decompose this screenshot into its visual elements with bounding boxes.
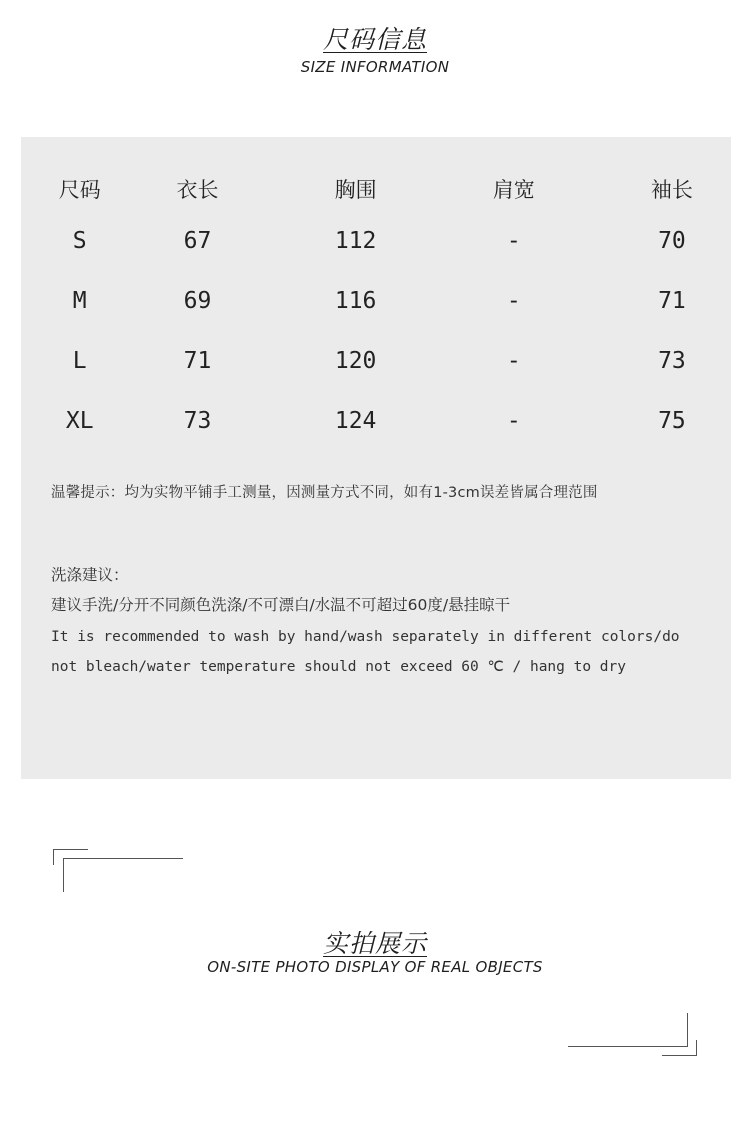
measurement-tip: 温馨提示：均为实物平铺手工测量，因测量方式不同，如有1-3cm误差皆属合理范围 <box>51 485 598 501</box>
cell-chest: 124 <box>334 408 377 434</box>
cell-shoulder: - <box>506 228 521 254</box>
table-row <box>41 271 750 331</box>
cell-sleeve: 73 <box>658 348 686 374</box>
table-row <box>41 331 750 391</box>
cell-chest: 116 <box>334 288 377 314</box>
size-table-header-row <box>41 167 750 211</box>
cell-shoulder: - <box>506 408 521 434</box>
cell-size: S <box>72 228 87 254</box>
cell-chest: 120 <box>334 348 377 374</box>
table-row <box>41 211 750 271</box>
header-length: 衣长 <box>176 178 219 202</box>
washing-text-en: It is recommended to wash by hand/wash separately in different colors/do not bleach/water temperature should not exceed 60 ℃ / hang to dry <box>51 629 680 675</box>
cell-shoulder: - <box>506 288 521 314</box>
cell-size: M <box>72 288 87 314</box>
cell-size: L <box>72 348 87 374</box>
size-section-title: 尺码信息 <box>322 25 427 54</box>
header-chest: 胸围 <box>334 178 377 202</box>
cell-length: 73 <box>183 408 212 434</box>
size-section-subtitle: SIZE INFORMATION <box>300 58 450 76</box>
size-info-panel <box>21 137 731 779</box>
cell-length: 71 <box>183 348 212 374</box>
header-shoulder: 肩宽 <box>492 178 535 202</box>
header-size: 尺码 <box>58 178 101 202</box>
cell-length: 69 <box>183 288 212 314</box>
cell-sleeve: 70 <box>658 228 686 254</box>
photo-section-title: 实拍展示 <box>322 929 427 958</box>
cell-chest: 112 <box>334 228 377 254</box>
washing-text-cn: 建议手洗/分开不同颜色洗涤/不可漂白/水温不可超过60度/悬挂晾干 <box>51 596 511 614</box>
size-table <box>41 167 750 451</box>
cell-length: 67 <box>183 228 212 254</box>
washing-heading: 洗涤建议： <box>51 566 129 584</box>
cell-sleeve: 75 <box>658 408 686 434</box>
header-sleeve: 袖长 <box>650 178 693 202</box>
cell-shoulder: - <box>506 348 521 374</box>
cell-sleeve: 71 <box>658 288 686 314</box>
cell-size: XL <box>65 408 94 434</box>
table-row <box>41 391 750 451</box>
photo-section-subtitle: ON-SITE PHOTO DISPLAY OF REAL OBJECTS <box>207 958 543 976</box>
